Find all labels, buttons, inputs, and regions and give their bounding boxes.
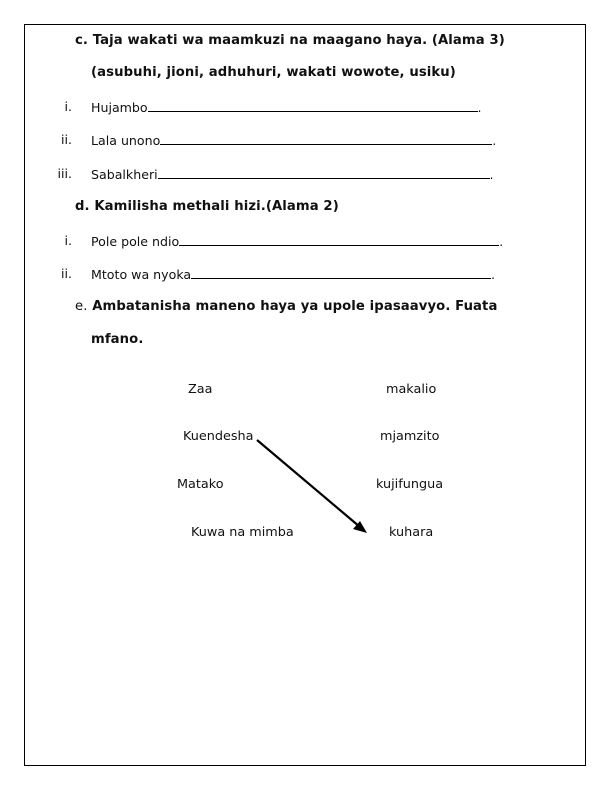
section-c-label: c. bbox=[75, 33, 89, 48]
period: . bbox=[499, 235, 504, 249]
left-word[interactable]: Kuwa na mimba bbox=[191, 525, 294, 540]
right-word[interactable]: makalio bbox=[386, 382, 437, 397]
prompt-text: Mtoto wa nyoka bbox=[91, 267, 192, 282]
period: . bbox=[477, 101, 482, 115]
item-number: i. bbox=[64, 99, 72, 114]
prompt-text: Pole pole ndio bbox=[91, 234, 180, 249]
prompt-text: Hujambo bbox=[91, 100, 148, 115]
right-word[interactable]: kuhara bbox=[389, 525, 434, 540]
section-e-title-line1: Ambatanisha maneno haya ya upole ipasaavyo. Fuata bbox=[92, 299, 498, 314]
period: . bbox=[492, 134, 497, 148]
item-number: i. bbox=[64, 233, 72, 248]
section-c-options: (asubuhi, jioni, adhuhuri, wakati wowote, usiku) bbox=[91, 65, 456, 80]
right-word[interactable]: kujifungua bbox=[376, 477, 444, 492]
section-d-label: d. bbox=[75, 199, 90, 214]
left-word[interactable]: Matako bbox=[177, 477, 224, 492]
period: . bbox=[491, 268, 495, 282]
section-e-title-line2: mfano. bbox=[91, 332, 144, 347]
prompt-text: Sabalkheri bbox=[91, 167, 158, 182]
period: . bbox=[489, 168, 494, 182]
section-e-label: e. bbox=[75, 299, 88, 314]
left-word[interactable]: Kuendesha bbox=[183, 429, 254, 444]
item-number: ii. bbox=[60, 132, 72, 147]
prompt-text: Lala unono bbox=[91, 133, 161, 148]
left-word[interactable]: Zaa bbox=[188, 382, 213, 397]
section-c-title: Taja wakati wa maamkuzi na maagano haya. (Alama 3) bbox=[92, 33, 505, 48]
right-word[interactable]: mjamzito bbox=[380, 429, 440, 444]
item-number: ii. bbox=[60, 266, 72, 281]
section-d-title: Kamilisha methali hizi.(Alama 2) bbox=[94, 199, 339, 214]
item-number: iii. bbox=[57, 166, 72, 181]
